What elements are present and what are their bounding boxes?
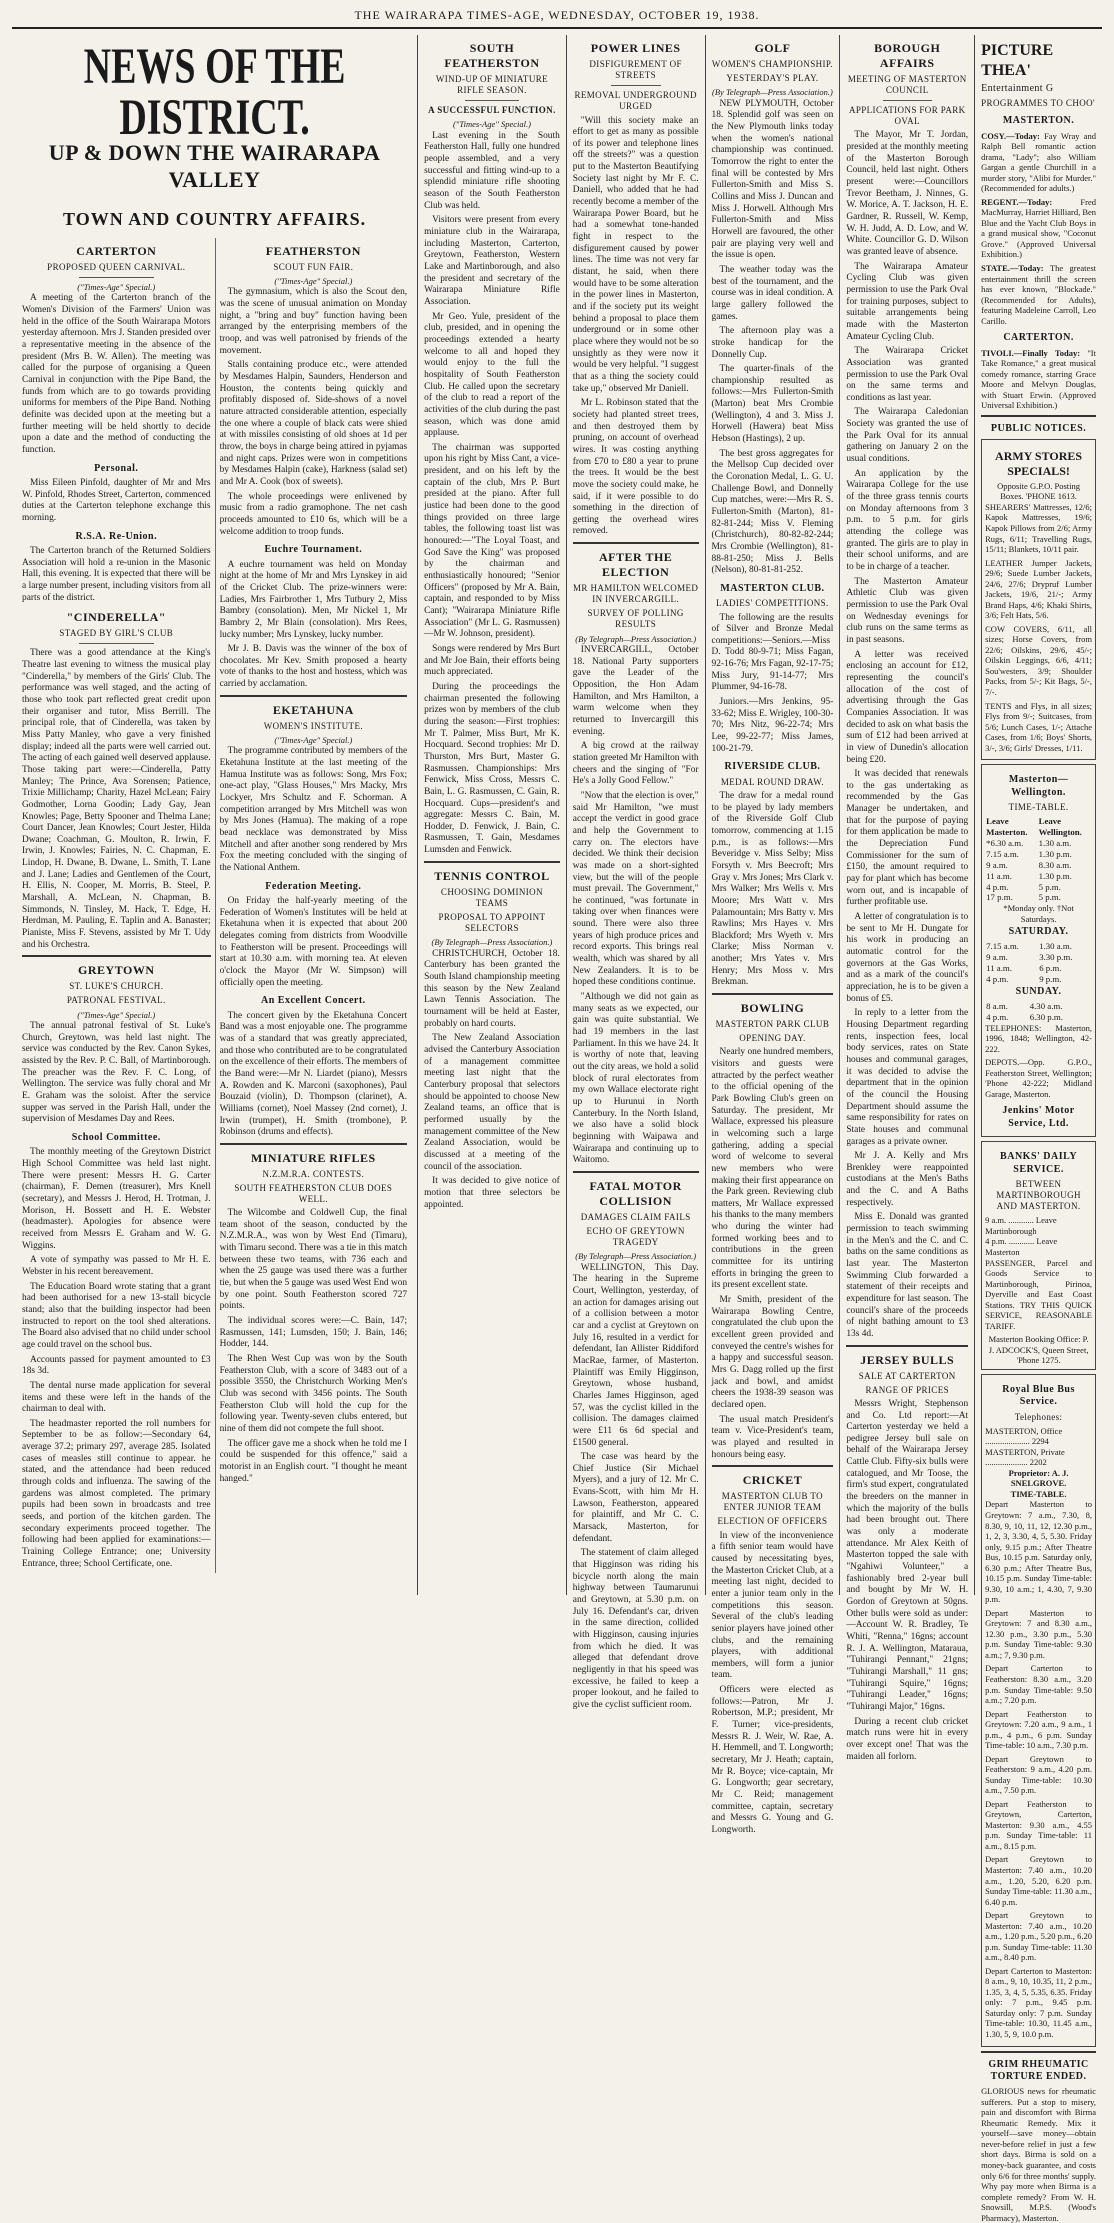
- article-paragraph: The Rhen West Cup was won by the South Featherston Club, with a score of 3483 out of a possible 3550, the Christchurch Working Men's Club was second with 3456 points. The South Featherston Club will hold the cup for the following year. Twenty-seven clubs entered, but nine of them did not compete the full shoot.: [219, 1354, 408, 1434]
- article-paragraph: The New Zealand Association advised the Canterbury Association of a management committee meeting last night that the Canterbury proposal that selectors should be appointed to choose New Zealand teams, an office that is performed usually by the management committee of the New Zealand Association, would be discussed at a meeting of the council of the association.: [424, 1033, 560, 1172]
- article-paragraph: The Carterton branch of the Returned Soldiers Association will hold a re-union in the Masonic Hall, this evening. It is expected that there will be a large number present, including visitors from all parts of the district.: [22, 546, 211, 603]
- miniature-subhead: N.Z.M.R.A. CONTESTS.: [262, 1168, 365, 1179]
- article-paragraph: The individual scores were:—C. Bain, 147; Rasmussen, 141; Lumsden, 150; J. Bain, 146; Hodder, 144.: [219, 1316, 408, 1350]
- article-paragraph: The Education Board wrote stating that a grant had been authorised for a new 13-stall bicycle stand; also that the building inspector had been instructed to report on the tool shed alterations. The Board also advised that no child under school age could travel on the school bus.: [22, 1281, 211, 1350]
- special-credit: (By Telegraph—Press Association.): [431, 937, 553, 948]
- timetable-cell: 11 a.m.: [986, 962, 1012, 973]
- timetable-cell: 8.30 a.m.: [1038, 859, 1072, 870]
- news-title: NEWS OF THE DISTRICT.: [83, 38, 346, 147]
- divider: [846, 1345, 968, 1347]
- royal-blue-proprietor: Proprietor: A. J. SNELGROVE.: [1008, 1467, 1069, 1489]
- article-paragraph: An application by the Wairarapa College for the use of the three grass tennis courts on Monday afternoons from 3 p.m. to 5 p.m. for girls attending the college was granted. The girls are to play in their school uniforms, and are to be in charge of a teacher.: [846, 468, 969, 572]
- masterton-label: MASTERTON.: [1002, 115, 1075, 127]
- timetable-col-header: Leave Masterton.: [986, 816, 1028, 837]
- royal-blue-route: Depart Featherston to Greytown, Carterton, Masterton: 9.30 a.m., 4.55 p.m. Sunday Time-table: 11 a.m., 8.15 p.m.: [985, 1798, 1092, 1851]
- special-credit: ("Times-Age" Special.): [77, 1009, 156, 1020]
- personal-heading: Personal.: [94, 462, 139, 474]
- banks-row: 4 p.m. ............ Leave Masterton: [985, 1236, 1058, 1257]
- article-paragraph: There was a good attendance at the King's Theatre last evening to witness the musical play "Cinderella," by members of the Girls' Club. The performance was well staged, and the acting of those who took part reflected great credit upon their organiser and tutor, Miss Berrill. The principal role, that of Cinderella, was taken by Miss Patty Manley, who gave a very finished display; indeed all the parts were well carried out. The acting of each gained well deserved applause. Those taking part were:—Cinderella, Patty Manley; The Prince, Ava Sorensen; Patience, Trixie Millichamp; Charity, Hazel McLean; Fairy Godmother, Lorna Goodin; Lady Gay, Jean Knowles; Page, Betty Spooner and Thelma Lane; Court Dancer, Jean Knowles; Court Jester, Hilda Dwane; Coachman, G. Moulton, R. Irwin, F. Irwin, J. Knowles; Fairies, N. C. Chapman, E. Lindop, H. Dwane, B. Dwane, L. Smith, T. Lane and J. Lane; Ladies and Gentlemen of the Court, H. Ellis, N. Cooper, M. Morris, B. Steel, P. Marshall, A. McLean, N. Chapman, B. Simmonds, N. Tinsley, M. Hack, T. Edge, H. Herdman, M. Pauling, E. Taplin and A. Banaster; Pianiste, Miss F. Stevens, assisted by Mr T. Udy and his Orchestra.: [22, 648, 211, 950]
- borough-subhead-2: APPLICATIONS FOR PARK OVAL: [848, 105, 966, 127]
- article-paragraph: The Wairarapa Amateur Cycling Club was given permission to use the Park Oval for training purposes, subject to suitable arrangements being made with the Masterton Amateur Cycling Club.: [846, 261, 969, 342]
- borough-heading: BOROUGH AFFAIRS: [874, 41, 941, 70]
- regent-listing: Fred MacMurray, Harriet Hilliard, Ben Blue and the Yacht Club Boys in a grand musical show, "Coconut Grove." (Approved Universal Exhibition.): [981, 196, 1097, 260]
- article-paragraph: The Mayor, Mr T. Jordan, presided at the monthly meeting of the Masterton Borough Council, held last night. Others present were:—Councillors Trevor Beetham, J. Ninnes, G. W. Morice, A. T. Jackson, H. E. Gardner, R. Russell, W. Kemp, W. H. Judd, A. D. Low, and W. White. Councillor G. D. Wilson was granted leave of absence.: [846, 130, 969, 257]
- greytown-subhead: ST. LUKE'S CHURCH.: [69, 981, 164, 992]
- article-paragraph: INVERCARGILL, October 18. National Party supporters gave the Leader of the Opposition, the Hon Adam Hamilton, and Mrs Hamilton, a warm welcome when they returned to Invercargill this evening.: [572, 645, 699, 737]
- article-paragraph: Juniors.—Mrs Jenkins, 95-33-62; Miss E. Wrigley, 100-30-70; Mrs Nitz, 96-22-74; Mrs Lee, 99-22-77; Miss James, 100-21-79.: [711, 697, 834, 754]
- article-paragraph: The afternoon play was a stroke handicap for the Donnelly Cup.: [711, 326, 834, 360]
- article-paragraph: A letter was received enclosing an account for £12, representing the council's allocation of the cost of advertising through the Gas Companies Association. It was decided to ask on what basis the sum of £12 had been arrived at in view of Dunedin's allocation being £20.: [846, 649, 969, 765]
- rsa-heading: R.S.A. Re-Union.: [75, 530, 158, 542]
- royal-blue-route: Depart Greytown to Featherston: 9 a.m., 4.20 p.m. Sunday Time-table: 10.30 a.m., 7.50 p.m.: [985, 1753, 1092, 1796]
- royal-blue-route: Depart Greytown to Masterton: 7.40 a.m., 10.20 a.m., 1.20 p.m., 5.20 p.m., 6.20 p.m. Sunday Time-table: 11.30 a.m., 8.40 p.m.: [985, 1910, 1092, 1963]
- cricket-heading: CRICKET: [742, 1473, 803, 1488]
- column-advertisements: [975, 35, 1102, 2223]
- article-paragraph: It was decided to give notice of motion that three selectors be appointed.: [424, 1176, 560, 1210]
- banks-subhead: BETWEEN MARTINBOROUGH AND MASTERTON.: [996, 1178, 1081, 1212]
- tivoli-listing: "It Take Romance," a great musical comedy romance, starring Grace Moore and Melvyn Douglas, with Stuart Erwin. (Approved Universal Exhibition.): [981, 347, 1096, 411]
- timetable-cell: 4 p.m.: [986, 1011, 1009, 1022]
- timetable-cell: 6.30 p.m.: [1029, 1011, 1063, 1022]
- article-paragraph: The case was heard by the Chief Justice (Sir Michael Myers), and a jury of 12. Mr C. Evans-Scott, with him Mr H. Lawson, Featherston, appeared for plaintiff, and Mr C. C. Marsack, Masterton, for defendant.: [572, 1452, 699, 1544]
- article-paragraph: Songs were rendered by Mrs Burt and Mr Joe Bain, their efforts being much appreciated.: [424, 643, 560, 678]
- federation-heading: Federation Meeting.: [265, 880, 362, 892]
- column-borough: [840, 35, 975, 1762]
- timetable-cell: *6.30 a.m.: [986, 837, 1024, 848]
- article-paragraph: Mr L. Robinson stated that the society had planted street trees, and then destroyed them by pruning, on account of overhead wires. It was costing anything from £70 to £80 a year to prune the trees. It would be the best move the society could make, he said, if it were possible to do something in the direction of getting the overhead wires removed.: [572, 398, 699, 537]
- ad-paragraph: SHEARERS' Mattresses, 12/6; Kapok Mattresses, 19/6; Kapok Pillows from 2/6; Army Rugs, 6/11; Travelling Rugs, 15/11; Blankets, 10/11 pair.: [985, 501, 1092, 555]
- golf-subhead: WOMEN'S CHAMPIONSHIP.: [711, 58, 833, 69]
- masterton-club-heading: MASTERTON CLUB.: [720, 582, 825, 594]
- article-paragraph: The monthly meeting of the Greytown District High School Committee was held last night. There were present: Messrs H. G. Carter (chairman), F. Demen (treasurer), Mrs Knell (secretary), and Messrs J. Herod, H. Trotman, J. Morison, H. Bossett and H. E. Webster (headmaster). Apologies for absence were received from Messrs E. Graham and W. G. Wiggins.: [22, 1147, 211, 1251]
- power-lines-subhead-2: REMOVAL UNDERGROUND URGED: [574, 90, 697, 112]
- south-featherston-subhead-2: A SUCCESSFUL FUNCTION.: [428, 105, 556, 116]
- column-south-featherston: [418, 35, 567, 1595]
- article-paragraph: In reply to a letter from the Housing Department regarding rents, inspection fees, local body services, rates on State houses and communal garages, it was decided to advise the department that in the opinion of the council the Housing Department should assume the same responsibility for rates on State houses and communal garages as a private owner.: [846, 1008, 969, 1147]
- article-paragraph: Miss Eileen Pinfold, daughter of Mr and Mrs W. Pinfold, Rhodes Street, Carterton, commenced duties at the Carterton telephone exchange this morning.: [22, 477, 211, 523]
- article-paragraph: The following are the results of Silver and Bronze Medal competitions:—Seniors.—Miss D. Todd 80-9-71; Miss Fagan, 92-16-76; Mrs Fagan, 92-17-75; Miss Jury, 91-14-77; Mrs Plummer, 94-16-78.: [711, 612, 834, 693]
- regent-label: REGENT.—Today:: [981, 196, 1053, 207]
- carterton-subhead: PROPOSED QUEEN CARNIVAL.: [47, 261, 186, 272]
- state-label: STATE.—Today:: [981, 262, 1044, 273]
- depots-line: DEPOTS.—Opp. G.P.O., Featherston Street, Wellington; 'Phone 42-222; Midland Garage, Masterton.: [985, 1057, 1092, 1099]
- article-paragraph: The quarter-finals of the championship resulted as follows:—Mrs Fullerton-Smith (Marton) beat Mrs Crombie (Wellington), 4 and 3. Miss J. Horwell (Hawera) beat Miss Hebson (Hastings), 2 up.: [711, 364, 834, 445]
- special-credit: (By Telegraph—Press Association.): [575, 633, 697, 644]
- army-stores-ad: [981, 439, 1096, 760]
- after-election-heading: AFTER THE ELECTION: [599, 550, 673, 579]
- picture-theatres-subhead-2: PROGRAMMES TO CHOO': [981, 98, 1096, 109]
- article-paragraph: A letter of congratulation is to be sent to Mr H. Dungate for his work in producing an automatic control for the governors at the Gas Works, and as a mark of the council's appreciation, he is to be given a bonus of £5.: [846, 912, 969, 1004]
- article-paragraph: The Wairarapa Cricket Association was granted permission to use the Park Oval on the same terms and conditions as last year.: [846, 346, 969, 403]
- article-paragraph: During a recent club cricket match runs were hit in every over except one! That was the maiden all forlorn.: [846, 1716, 969, 1762]
- special-credit: (By Telegraph—Press Association.): [712, 87, 833, 98]
- featherston-heading: FEATHERSTON: [265, 243, 361, 258]
- timetable-cell: 11 a.m.: [986, 870, 1012, 881]
- cricket-subhead: MASTERTON CLUB TO ENTER JUNIOR TEAM: [721, 1491, 824, 1513]
- timetable-cell: 1.30 p.m.: [1038, 848, 1072, 859]
- article-paragraph: The annual patronal festival of St. Luke's Church, Greytown, was held last night. The service was conducted by the Rev. Canon Sykes, assisted by the Rev. P. C. Ball, of Martinborough. The preacher was the Rev. F. C. Long, of Wellington. The service was fully choral and Mr E. Graham was the soloist. After the service supper was served in the Parish Hall, under the supervision of Mesdames Day and Rees.: [22, 1021, 211, 1125]
- timetable-table: [985, 816, 1092, 903]
- timetable-cell: 7.15 a.m.: [986, 848, 1019, 859]
- bowling-heading: BOWLING: [740, 1001, 805, 1016]
- royal-blue-subhead: Telephones:: [1014, 1411, 1063, 1422]
- article-paragraph: Miss E. Donald was granted permission to teach swimming in the Men's and the C. and C. baths on the same conditions as last year. The Masterton Swimming Club forwarded a statement of their receipts and expenditure for last season. The council's share of the proceeds of night bathing amount to £3 13s 4d.: [846, 1212, 969, 1339]
- timetable-cell: 3.30 p.m.: [1039, 951, 1073, 962]
- jersey-bulls-subhead: SALE AT CARTERTON: [858, 1370, 956, 1381]
- bowling-subhead-2: OPENING DAY.: [739, 1033, 806, 1044]
- state-listing: The greatest entertainment thrill the screen has ever known, "Blockade." (Recommended for Adults), featuring Madeleine Carroll, Leo Carillo.: [981, 262, 1096, 326]
- special-credit: ("Times-Age" Special.): [77, 281, 156, 292]
- article-paragraph: Stalls containing produce etc., were attended by Mesdames Halpin, Saunders, Henderson and Houston, the contents being quickly and profitably disposed of. Side-shows of a novel nature attracted considerable attention, especially the one where a couple of black cats were shied at with missiles consisting of old shoes at 1d per throw, the boys in charge being attired in pyjamas and night caps. Prizes were won in competitions by Mesdames Halpin (cake), Harkness (salad set) and Mr A. Cook (box of sweets).: [219, 360, 408, 487]
- royal-blue-route: Depart Carterton to Masterton: 8 a.m., 9, 10, 10.35, 11, 2 p.m., 1.35, 3, 4, 5, 5.35, 6.35. Friday only: 7 p.m., 9.45 p.m. Saturday only: 7 p.m. Sunday Time-table: 10.30, 11.45 a.m., 1.30, 5, 9, 10.0 p.m.: [985, 1965, 1092, 2039]
- timetable-cell: 9 a.m.: [986, 859, 1008, 870]
- timetable-cell: 6 p.m.: [1039, 962, 1062, 973]
- column-sport: [706, 35, 841, 1835]
- royal-blue-heading: Royal Blue Bus Service.: [1002, 1383, 1075, 1408]
- subcolumn-left: [18, 238, 215, 1574]
- article-paragraph: It was decided that renewals to the gas undertaking as recommended by the Gas Manager be undertaken, and that for the purpose of paying for them application be made to the Depreciation Fund Commissioner for the sum of £150, the amount required to pay for plant which has become worn out, and is incapable of further profitable use.: [846, 769, 969, 908]
- timetable-subhead: TIME-TABLE.: [1008, 801, 1069, 812]
- miniature-heading: MINIATURE RIFLES: [250, 1150, 376, 1165]
- ad-paragraph: LEATHER Jumper Jackets, 29/6; Suede Lumber Jackets, 24/6, 27/6; Drypruf Lumber Jackets, 19/6, 21/-; Army Brand Haps, 4/6; Khaki Shirts, 3/6; Felt Hats, 5/6.: [985, 557, 1092, 621]
- greytown-subhead-2: PATRONAL FESTIVAL.: [66, 995, 166, 1006]
- cinderella-heading: "CINDERELLA": [66, 610, 166, 625]
- saturday-heading: SATURDAY.: [1008, 926, 1069, 938]
- rheumatic-ad-heading: GRIM RHEUMATIC TORTURE ENDED.: [988, 2058, 1089, 2082]
- special-credit: ("Times-Age" Special.): [274, 275, 353, 286]
- article-paragraph: WELLINGTON, This Day. The hearing in the Supreme Court, Wellington, yesterday, of an action for damages arising out of a collision between a motor car and a cyclist at Greytown on July 16, resulted in a verdict for defendant, Ian Allister Riddiford MacRae, farmer, of Masterton. Plaintiff was Emily Higginson, Greytown, whose husband, Charles James Higginson, aged 57, was the cyclist killed in the collision. The damages claimed were £11 6s 6d special and £1500 general.: [572, 1262, 699, 1448]
- article-paragraph: A meeting of the Carterton branch of the Women's Division of the Farmers' Union was held in the office of the South Wairarapa Motors yesterday afternoon. Mrs J. Standen presided over a representative meeting in the absence of the president (Mrs B. W. Allen). The meeting was called for the purpose of organising a Queen Carnival in conjunction with the Pipe Band, the funds from which are to go towards providing uniforms for members of the Pipe Band. Nothing definite was decided upon at the meeting but a further meeting will be held shortly to decide upon a date and the method of conducting the function.: [22, 293, 211, 455]
- timetable-cell: 9 p.m.: [1039, 973, 1062, 984]
- borough-subhead: MEETING OF MASTERTON COUNCIL: [847, 73, 967, 95]
- divider: [883, 100, 932, 101]
- divider: [79, 643, 154, 644]
- timetable-cell: 4 p.m.: [986, 973, 1009, 984]
- article-paragraph: The gymnasium, which is also the Scout den, was the scene of unusual animation on Monday night, a "bring and buy" function having been arranged by the enterprising members of the troop, and was well patronised by friends of the movement.: [219, 287, 408, 356]
- jersey-bulls-subhead-2: RANGE OF PRICES: [865, 1384, 949, 1395]
- news-subtitle: UP & DOWN THE WAIRARAPA VALLEY: [48, 140, 381, 193]
- fatal-collision-heading: FATAL MOTOR COLLISION: [589, 1178, 682, 1208]
- timetable-cell: 1.30 a.m.: [1038, 837, 1072, 848]
- eketahuna-subhead: WOMEN'S INSTITUTE.: [263, 720, 363, 731]
- district-subcolumns: [18, 238, 411, 1574]
- special-credit: ("Times-Age" Special.): [452, 119, 531, 130]
- article-paragraph: Mr Geo. Yule, president of the club, presided, and in opening the proceedings extended a hearty welcome to all and hoped they would enjoy to the full the hospitality of South Featherston Club. He called upon the secretary of the club to read a report of the activities of the club during the past season, which was done amid applause.: [424, 311, 560, 439]
- tennis-heading: TENNIS CONTROL: [434, 868, 550, 883]
- rheumatic-ad-text: GLORIOUS news for rheumatic sufferers. Put a stop to misery, pain and discomfort with Birma Rheumatic Remedy. Mix it yourself—save money—obtain never-before relief in just a few short days. Birma is sold on a money-back guarantee, and costs only 6/6 for three months' supply. Why pay more when Birma is a complete remedy? From W. H. Snowsill, M.P.S. (Wood's Pharmacy), Masterton.: [981, 2086, 1096, 2223]
- cosy-listing: Fay Wray and Ralph Bell romantic action drama, "Lady"; also William Gargan a gentle Churchill in a murder story, "Alibi for Murder." (Recommended for adults.): [981, 130, 1097, 194]
- article-paragraph: Visitors were present from every miniature club in the Wairarapa, including Masterton, Carterton, Greytown, Featherston, Western Lake and Martinborough, and also the president and secretary of the Wairarapa Miniature Rifle Association.: [424, 215, 560, 307]
- article-paragraph: The Masterton Amateur Athletic Club was given permission to use the Park Oval on Wednesday evenings for club runs on the same terms as in past seasons.: [846, 576, 969, 645]
- bowling-subhead: MASTERTON PARK CLUB: [715, 1018, 830, 1029]
- article-paragraph: NEW PLYMOUTH, October 18. Splendid golf was seen on the New Plymouth links today when the women's national championship was continued. Tomorrow the right to enter the final will be contested by Mrs Fullerton-Smith and Miss S. Collins and Miss J. Duncan and Miss J. Horwell. Although Mrs Fullerton-Smith and Miss Horwell are favoured, the other pair are playing very well and the issue is open.: [711, 98, 834, 261]
- article-paragraph: Messrs Wright, Stephenson and Co. Ltd report:—At Carterton yesterday we held a pedigree Jersey bull sale on behalf of the Wairarapa Jersey Cattle Club. Fifty-six bulls were catalogued, and Mr Toose, the firm's stud expert, congratulated the breeders on the manner in which the majority of the bulls had been brought out. There was only a moderate attendance. Mr Alex Keith of Masterton topped the sale with "Ngahiwi Volunteer," a fashionably bred 2-year bull and bought by Mr W. H. Gordon of Greytown at 50gns. Other bulls were sold as under:—Account W. R. Bradley, Te Whiti, "Renna," 16gns; account R. J. A. Wellington, Mataraua, "Tuhirangi Pennant," 21gns; "Tuhirangi Marshall," 11 gns; "Tuhirangi Squire," 16gns; "Tuhirangi Leader," 16gns; "Tuhirangi Major," 16gns.: [846, 1398, 969, 1712]
- after-election-subhead: MR HAMILTON WELCOMED IN INVERCARGILL.: [572, 582, 699, 605]
- article-paragraph: The whole proceedings were enlivened by music from a radio gramophone. The net cash proceeds amounted to £10 6s, which will be a welcome addition to troop funds.: [219, 491, 408, 537]
- carterton-heading: CARTERTON: [76, 243, 157, 258]
- timetable-cell: 1.30 a.m.: [1039, 940, 1072, 951]
- divider: [573, 1171, 699, 1173]
- column-grid: [12, 35, 1102, 2223]
- royal-blue-route: Depart Masterton to Greytown: 7 and 8.30 a.m., 12.30 p.m., 3.30 p.m., 5.30 p.m. Sunday Time-table: 9.30 a.m.; 7, 9.30 p.m.: [985, 1607, 1092, 1660]
- article-paragraph: The statement of claim alleged that Higginson was riding his bicycle north along the main highway between Taumarunui and Greytown, at 5.30 p.m. on July 16. Defendant's car, driven in the same direction, collided with Higginson, causing injuries from which he died. It was alleged that defendant drove negligently in that his speed was excessive, he failed to keep a proper lookout, and he failed to give the cyclist sufficient room.: [572, 1548, 699, 1710]
- article-paragraph: Mr J. B. Davis was the winner of the box of chocolates. Mr Kev. Smith proposed a hearty vote of thanks to the host and hostess, which was carried by acclamation.: [219, 644, 408, 690]
- banks-row: 9 a.m. ............ Leave Martinborough: [985, 1215, 1057, 1236]
- divider: [611, 85, 661, 86]
- after-election-subhead-2: SURVEY OF POLLING RESULTS: [587, 608, 684, 630]
- banks-heading: BANKS' DAILY SERVICE.: [1000, 1151, 1078, 1175]
- article-paragraph: During the proceedings the chairman presented the following prizes won by members of the club during the season:—First trophies: Mr T. Palmer, Miss Burt, Mr K. Hocquard. Second trophies: Mr D. Thurston, Mrs Burt, Master G. Rasmussen. Championships: Mrs Fenwick, Miss Cross, Messrs C. Bain, L. G. Rasmussen, C. Gain, R. Hocquard. Cups—president's and aggregate: Messrs C. Bain, M. Hodder, D. Fenwick, J. Bain, C. Rasmussen, T. Gain, Mesdames Lumsden and Fenwick.: [424, 681, 560, 856]
- article-paragraph: A vote of sympathy was passed to Mr H. E. Webster in his recent bereavement.: [22, 1255, 211, 1277]
- article-paragraph: CHRISTCHURCH, October 18. Canterbury has been granted the South Island championship meeting this season by the New Zealand Lawn Tennis Association. The tournament will be held at Easter, probably on hard courts.: [424, 948, 560, 1029]
- greytown-heading: GREYTOWN: [78, 963, 155, 978]
- timetable-cell: 5 p.m.: [1038, 892, 1061, 903]
- article-paragraph: The headmaster reported the roll numbers for September to be as follow:—Secondary 64, average 37.2; primary 297, average 285. Isolated cases of measles still continue to appear. he stated, and the attendance had been reduced through colds and influenza. The sawing of the gardens was almost completed. The primary pupils had been sown in broadcasts and tree seeds, and portion of the kitchen garden. The secondary experiments proceed together. The following had been applied for examinations:—Training College Entrance; one; University Entrance, three; School Certificate, one.: [22, 1418, 211, 1569]
- timetable-cell: 1.30 p.m.: [1038, 870, 1072, 881]
- article-paragraph: "Will this society make an effort to get as many as possible of its power and telephone lines off the streets?" was a question put to the Masterton Beautifying Society last night by Mr F. C. Daniell, who added that he had recently become a member of the Wairarapa Power Board, but he had a somewhat tone-handed fight in respect to the disfigurement caused by power lines. The time was not very far distant, he said, when there would have to be some alteration in the power lines in Masterton, and if the society put its weight behind a proposal to place them underground or in some other place where they would not be so unsightly as they were now it would be very helpful. "I suggest that as a thing the society could take up," observed Mr Daniell.: [572, 115, 699, 394]
- jenkins-firm-name: Jenkins' Motor Service, Ltd.: [1002, 1105, 1075, 1129]
- article-paragraph: Mr Smith, president of the Wairarapa Bowling Centre, congratulated the club upon the excellent green provided and conveyed the centre's wishes for a happy and successful season. Mrs G. Dagg rolled up the first jack and bowl, and amidst cheers the 1938-39 season was declared open.: [711, 1295, 834, 1410]
- carterton-label: CARTERTON.: [1003, 332, 1074, 344]
- riverside-subhead: MEDAL ROUND DRAW.: [720, 776, 825, 787]
- royal-blue-route: Depart Masterton to Greytown: 7 a.m., 7.30, 8, 8.30, 9, 10, 11, 12, 12.30 p.m., 1, 2, 3, 3.30, 4, 5, 5.30. Friday only, 9.15 p.m.; After Theatre Bus, 10.15 p.m. Saturday only, 6.30 p.m.; After Theatre Bus, 10.15 p.m. Sunday Time-table: 9.30, 10 a.m.; 1, 4.30, 7, 9.30 p.m.: [985, 1499, 1092, 1605]
- picture-theatres-heading: PICTURE THEA': [981, 42, 1054, 79]
- divider: [465, 100, 519, 101]
- article-paragraph: The usual match President's team v. Vice-President's team, was played and resulted in honours being easy.: [711, 1414, 834, 1460]
- article-paragraph: A euchre tournament was held on Monday night at the home of Mr and Mrs Lynskey in aid of the Cricket Club. The prize-winners were: Ladies, Mrs Fairbrother 1, Mrs Tutbury 2, Miss Bambry (consolation). Men, Mr Nickel 1, Mr Bambry 2, Mr Blain (consolation). Mrs Rees, lucky number; Mrs Lynskey, lucky number.: [219, 559, 408, 640]
- cinderella-subhead: STAGED BY GIRL'S CLUB: [59, 628, 174, 639]
- banks-service-ad: [981, 1141, 1096, 1370]
- divider: [220, 695, 408, 697]
- ad-paragraph: COW COVERS, 6/11, all sizes; Horse Covers, from 22/6; Oilskins, 29/6, 45/-; Oilskin Leggings, 6/6, 4/11; Sou'westers, 3/9; Shoulder Packs, from 5/-; Kit Bags, 5/-, 7/-.: [985, 623, 1092, 697]
- timetable-cell: 7.15 a.m.: [986, 940, 1019, 951]
- banks-agent: Masterton Booking Office: P. J. ADCOCK'S, Queen Street, 'Phone 1275.: [988, 1334, 1089, 1366]
- article-paragraph: The officer gave me a shock when he told me I could be suspended for this offence," said a motorist in an English court. "I thought he meant hanged.": [219, 1438, 408, 1484]
- power-lines-heading: POWER LINES: [590, 41, 681, 55]
- timetable-cell: 5 p.m.: [1038, 881, 1061, 892]
- article-paragraph: A big crowd at the railway station greeted Mr Hamilton with cheers and the singing of "For He's a Jolly Good Fellow.": [572, 741, 699, 787]
- divider: [712, 993, 834, 995]
- timetable-cell: 8 a.m.: [986, 1000, 1008, 1011]
- divider: [981, 415, 1096, 417]
- public-notices-heading: PUBLIC NOTICES.: [990, 422, 1087, 434]
- article-paragraph: Mr J. A. Kelly and Mrs Brenkley were reappointed custodians at the Men's Baths and the C. and A Baths respectively.: [846, 1151, 969, 1208]
- golf-subhead-2: YESTERDAY'S PLAY.: [726, 73, 819, 84]
- royal-blue-route: Depart Carterton to Featherston: 8.30 a.m., 3.20 p.m. Sunday Time-table: 9.50 a.m.; 7.20 p.m.: [985, 1663, 1092, 1706]
- telephones-line: TELEPHONES: Masterton, 1996, 1848; Wellington, 42-222.: [985, 1022, 1092, 1054]
- timetable-cell: 4 p.m.: [986, 881, 1009, 892]
- royal-blue-route: Depart Greytown to Masterton: 7.40 a.m., 10.20 a.m., 1.20, 5.20, 6.20 p.m. Sunday Time-table: 11.30 a.m., 6.40 p.m.: [985, 1854, 1092, 1907]
- school-heading: School Committee.: [71, 1132, 161, 1143]
- timetable-cell: 17 p.m.: [986, 892, 1013, 903]
- divider: [22, 955, 211, 957]
- article-paragraph: On Friday the half-yearly meeting of the Federation of Women's Institutes will be held at Eketahuna when it is expected that about 200 delegates coming from districts from Woodville to Featherston will be present. Proceedings will start at 10.30 a.m. with morning tea. At eleven o'clock the Mayor (Mr W. Simpson) will officially open the meeting.: [219, 895, 408, 988]
- riverside-heading: RIVERSIDE CLUB.: [724, 761, 821, 773]
- article-paragraph: The concert given by the Eketahuna Concert Band was a most enjoyable one. The programme was of a standard that was greatly appreciated, and those who contributed are to be congratulated on the excellence of their efforts. The members of the Band were:—Mr N. Liardet (piano), Messrs A. Rowden and K. Marconi (saxophones), Paul Bouzaid (violin), D. Thompson (clarinet), A. Williams (cornet), Noel Massey (2nd cornet), J. Irwin (trumpet), H. Smith (trombone), P. Robinson (drums and effects).: [219, 1010, 408, 1138]
- featherston-subhead: SCOUT FUN FAIR.: [273, 261, 354, 272]
- masterton-club-subhead: LADIES' COMPETITIONS.: [716, 598, 829, 609]
- timetable-col-header: Leave Wellington.: [1038, 816, 1082, 837]
- south-featherston-heading: SOUTH FEATHERSTON: [444, 41, 540, 70]
- subcolumn-right: [215, 238, 412, 1574]
- army-stores-address: Opposite G.P.O. Posting Boxes. 'PHONE 1613.: [997, 480, 1081, 502]
- cosy-label: COSY.—Today:: [981, 130, 1040, 141]
- banks-description: PASSENGER, Parcel and Goods Service to Martinborough, Pirinoa, Dyerville and East Coast Stations. TRY THIS QUICK SERVICE, REASONABLE TARIFF.: [985, 1257, 1092, 1331]
- fatal-collision-subhead: DAMAGES CLAIM FAILS: [580, 1211, 691, 1222]
- tennis-subhead: CHOOSING DOMINION TEAMS: [440, 886, 543, 908]
- miniature-subhead-2: SOUTH FEATHERSTON CLUB DOES WELL.: [234, 1182, 393, 1205]
- divider: [712, 1465, 834, 1467]
- special-credit: (By Telegraph—Press Association.): [575, 1251, 697, 1262]
- column-power-lines: [567, 35, 706, 1710]
- article-paragraph: Nearly one hundred members, visitors and guests were attracted by the perfect weather to the official opening of the Park Bowling Club's green on Saturday. The president, Mr Wallace, expressed his pleasure in welcoming such a large gathering, adding a special word of welcome to several new members who were making their first appearance on the Park green. Reviewing club matters, Mr Wallace expressed his thanks to the many members who during the winter had formed working bees and to contributions in the green committee for its untiring efforts in bringing the green to its present excellent state.: [711, 1047, 834, 1291]
- special-credit: ("Times-Age" Special.): [274, 734, 353, 745]
- royal-blue-timetable-label: TIME-TABLE.: [1010, 1488, 1067, 1499]
- article-paragraph: Accounts passed for payment amounted to £3 18s 3d.: [22, 1354, 211, 1377]
- fatal-collision-subhead-2: ECHO OF GREYTOWN TRAGEDY: [586, 1225, 685, 1247]
- article-paragraph: The chairman was supported upon his right by Miss Cant, a vice-president, and on his left by the captain of the club, Mrs P. Burt presided at the piano. After full justice had been done to the good things provided on three large tables, the following toast list was honoured:—"The Loyal Toast, and God Save the King" was proposed by the chairman and enthusiastically honoured; "Senior Officers" (proposed by Mr A. Bain, captain, and responded to by Miss Cant); "Wairarapa Miniature Rifle Association" (Mr L. G. Rasmussen) —Mr W. Johnson, president).: [424, 442, 560, 640]
- cricket-subhead-2: ELECTION OF OFFICERS: [717, 1516, 828, 1527]
- article-paragraph: The draw for a medal round to be played by lady members of the Riverside Golf Club tomorrow, commencing at 1.15 p.m., is as follows:—Mrs Beveridge v. Miss Selby; Miss Forsyth v. Mrs Beecroft; Mrs Gray v. Mrs Jones; Mrs Clark v. Mrs Walker; Mrs Wells v. Mrs Moore; Mrs Watt v. Mrs Palamountain; Mrs Batty v. Mrs Rawlins; Mrs Hayes v. Mrs Blackford; Mrs Wyeth v. Mrs Clarke; Miss Norman v. another; Mrs Yates v. Mrs Henry; Mrs Moss v. Mrs Brekman.: [711, 790, 834, 988]
- sunday-heading: SUNDAY.: [1015, 986, 1062, 998]
- timetable-saturday: [985, 941, 1092, 985]
- army-stores-heading: ARMY STORES SPECIALS!: [995, 449, 1083, 478]
- article-paragraph: Last evening in the South Featherston Hall, fully one hundred people assembled, and a very successful and fitting wind-up to a splendid miniature rifle shooting season of the South Featherston Club was held.: [424, 130, 560, 211]
- timetable-cell: 9 a.m.: [986, 951, 1008, 962]
- article-paragraph: In view of the inconvenience a fifth senior team would have caused by necessitating byes, the Masterton Cricket Club, at a meeting last night, decided to enter a junior team only in the competitions this season. Several of the club's leading senior players have joined other clubs, and the remaining players, with additional members, will form a junior team.: [711, 1530, 834, 1681]
- article-paragraph: The dental nurse made application for several items and these were left in the hands of the chairman to deal with.: [22, 1380, 211, 1415]
- divider: [424, 861, 560, 863]
- article-paragraph: Officers were elected as follows:—Patron, Mr J. Robertson, M.P.; president, Mr F. Turner; vice-presidents, Messrs R. J. Weir, W. Rae, A. H. Hemmell, and T. Longworth; secretary, Mr J. Heath; captain, Mr R. Boyce; vice-captain, Mr G. Longworth; gear secretary, Mr C. Reid; management committee, captain, secretary and Messrs G. Young and G. Longworth.: [711, 1685, 834, 1835]
- article-paragraph: "Although we did not gain as many seats as we expected, our gain was quite substantial. We had 19 members in the last Parliament. In this we have 24. It is worthy of note that, leaving out the city areas, we hold a solid block of rural electorates from my own Wallace electorate right up to Hurunui in North Canterbury. In the North Island, we also have a solid block beginning with Waipawa and Wairarapa and continuing up to Waitomo.: [572, 992, 699, 1166]
- article-paragraph: The Wilcombe and Coldwell Cup, the final team shoot of the season, conducted by the N.Z.M.R.A., was won by West End (Timaru), with Timaru second. There was a tie in this match between these two teams, with 736 each and when the 25 gauge was used there was a further tie, but when the 5 gauge was used West End won by one point. South Featherston scored 727 points.: [219, 1208, 408, 1312]
- power-lines-subhead: DISFIGUREMENT OF STREETS: [589, 58, 682, 81]
- south-featherston-subhead: WIND-UP OF MINIATURE RIFLE SEASON.: [435, 73, 549, 95]
- royal-blue-phone: MASTERTON, Private .................... 2202: [985, 1446, 1065, 1468]
- divider: [573, 542, 699, 544]
- ad-paragraph: TENTS and Flys, in all sizes; Flys from 9/-; Suitcases, from 5/6; Lunch Cases, 1/-; Attache Cases, from 1/6; Boys' Shorts, 3/-, 3/6; Girls' Dresses, 1/11.: [985, 700, 1092, 753]
- timetable-ad: [981, 764, 1096, 1137]
- article-paragraph: The programme contributed by members of the Eketahuna Institute at the last meeting of the Hamua Institute was as follows: Song, Mrs Fox; one-act play, "Glass Houses," Mrs Macky, Mrs Lockyer, Mrs Schultz and F. Schorman. A competition arranged by Mrs Mitchell was won by Mrs Jones (Hamua). The making of a rope bead necklace was demonstrated by Miss Mitchell and after another song rendered by Mrs Fox the meeting concluded with the singing of the National Anthem.: [219, 746, 408, 873]
- article-paragraph: "Now that the election is over," said Mr Hamilton, "we must accept the verdict in good grace and help the Government to carry on. The electors have decided. We think their decision was made on a short-sighted view, but the will of the people must prevail. The Government," he continued, "was fortunate in taking over when finances were sound. There were also three years of high produce prices and record exports. This brings real wealth, which was shared by all New Zealanders. It is to be hoped these conditions continue.: [572, 790, 699, 988]
- article-paragraph: The best gross aggregates for the Mellsop Cup decided over the Coronation Medal, L. G. U. Challenge Bowl, and Donnelly Cup matches, were:—Mrs R. S. Fullerton-Smith (Marton), 81-82-81-244; Miss V. Fleming (Christchurch), 80-82-82-244; Mrs Crombie (Wellington), 81-88-81-250; Miss J. Bells (Nelson), 80-81-81-252.: [711, 448, 834, 576]
- news-subtitle-2: TOWN AND COUNTRY AFFAIRS.: [63, 208, 367, 229]
- masthead: THE WAIRARAPA TIMES-AGE, WEDNESDAY, OCTOBER 19, 1938.: [12, 8, 1102, 29]
- timetable-heading: Masterton—Wellington.: [1008, 774, 1069, 798]
- picture-theatres-subhead: Entertainment G: [981, 82, 1054, 94]
- timetable-cell: 4.30 a.m.: [1029, 1000, 1063, 1011]
- royal-blue-route: Depart Featherston to Greytown: 7.20 a.m., 9 a.m., 1 p.m., 4 p.m., 6 p.m. Sunday Time-table: 10 a.m., 7.30 p.m.: [985, 1708, 1092, 1751]
- divider: [79, 277, 154, 278]
- royal-blue-bus-ad: [981, 1374, 1096, 2047]
- district-news-column: [12, 35, 418, 1595]
- article-paragraph: The Wairarapa Caledonian Society was granted the use of the Park Oval for its annual gathering on January 2 on the usual conditions.: [846, 407, 969, 465]
- concert-heading: An Excellent Concert.: [261, 995, 366, 1007]
- divider: [220, 1143, 408, 1145]
- royal-blue-phone: MASTERTON, Office ..................... 2294: [985, 1425, 1063, 1447]
- timetable-note: *Monday only. †Not Saturdays.: [1003, 903, 1074, 924]
- jersey-bulls-heading: JERSEY BULLS: [860, 1352, 955, 1367]
- euchre-heading: Euchre Tournament.: [264, 544, 363, 556]
- divider: [981, 2051, 1096, 2053]
- tennis-subhead-2: PROPOSAL TO APPOINT SELECTORS: [438, 911, 546, 934]
- tivoli-label: TIVOLI.—Finally Today:: [981, 347, 1081, 358]
- golf-heading: GOLF: [754, 41, 791, 55]
- article-paragraph: The weather today was the best of the tournament, and the course was in ideal condition. A large gallery followed the games.: [711, 264, 834, 322]
- timetable-sunday: [985, 1001, 1092, 1023]
- eketahuna-heading: EKETAHUNA: [272, 702, 354, 717]
